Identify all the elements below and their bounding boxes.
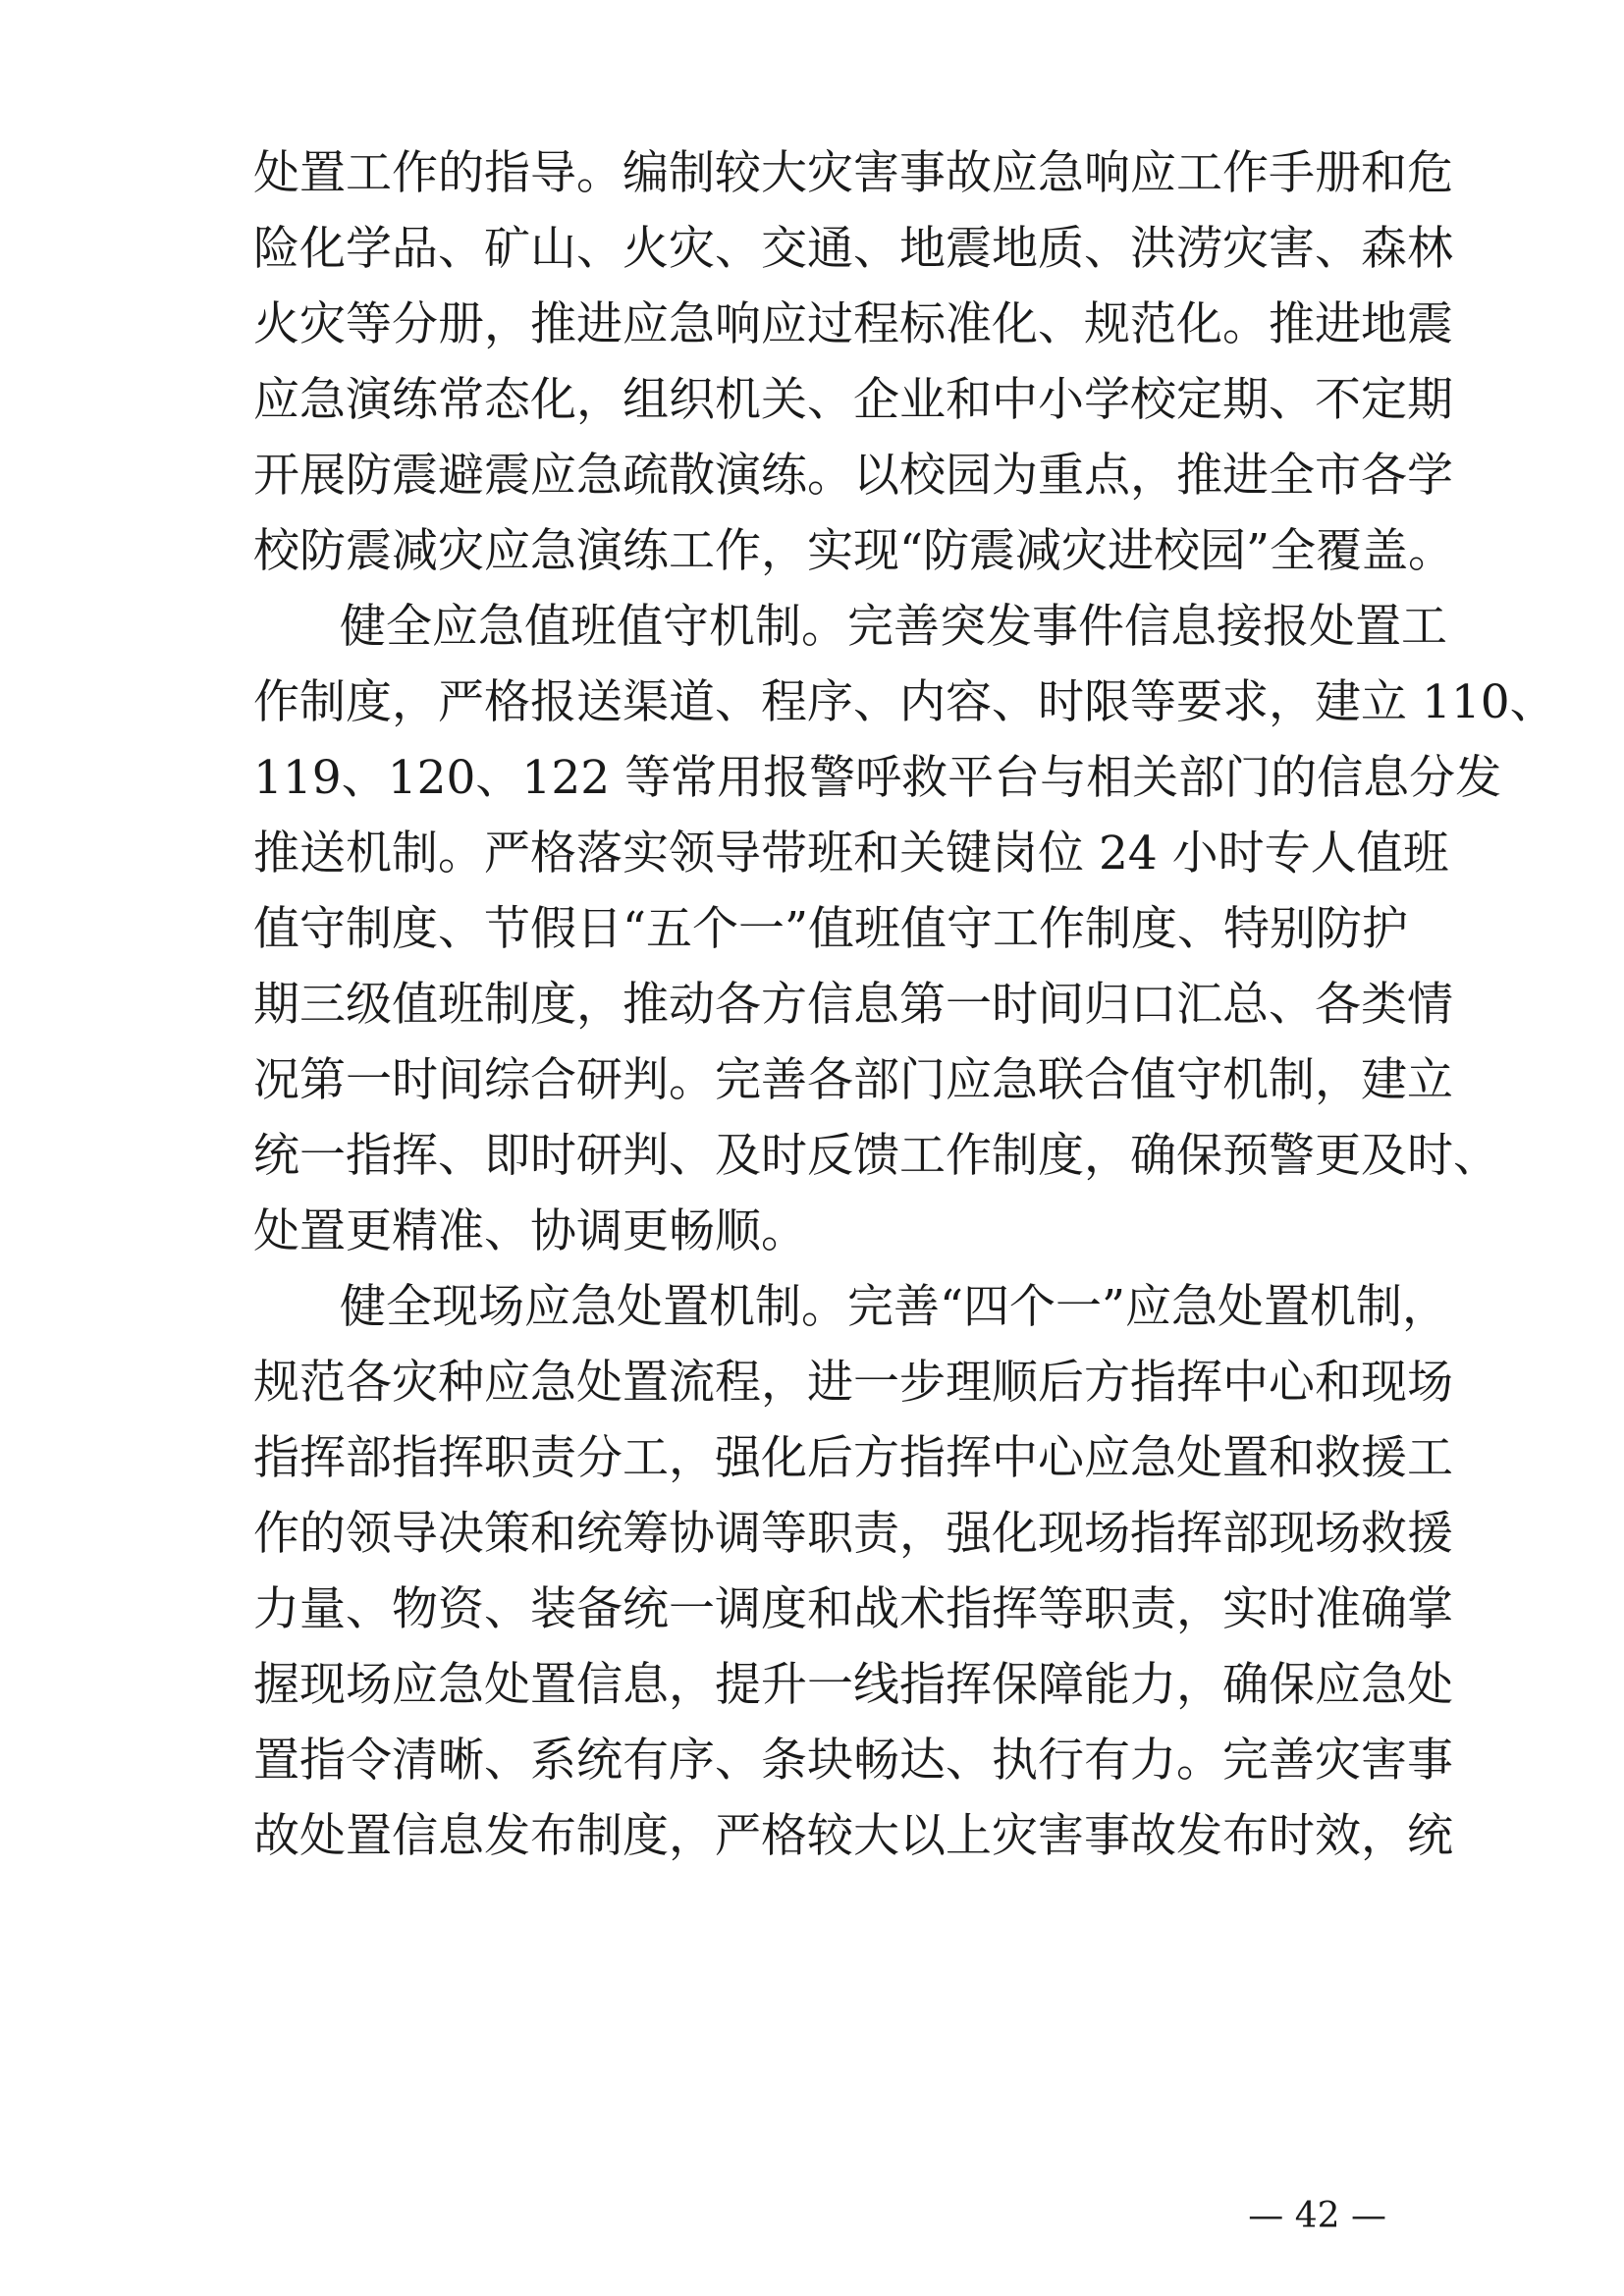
paragraph-1-line-3: 火灾等分册，推进应急响应过程标准化、规范化。推进地震 — [253, 297, 1453, 351]
paragraph-3-line-5: 力量、物资、装备统一调度和战术指挥等职责，实时准确掌 — [253, 1582, 1453, 1636]
paragraph-1-line-4: 应急演练常态化，组织机关、企业和中小学校定期、不定期 — [253, 373, 1453, 427]
paragraph-2-line-6: 期三级值班制度，推动各方信息第一时间归口汇总、各类情 — [253, 978, 1453, 1032]
paragraph-2-line-1: 健全应急值班值守机制。完善突发事件信息接报处置工 — [340, 600, 1447, 654]
paragraph-3-line-7: 置指令清晰、系统有序、条块畅达、执行有力。完善灾害事 — [253, 1734, 1453, 1788]
paragraph-2-line-7: 况第一时间综合研判。完善各部门应急联合值守机制，建立 — [253, 1053, 1453, 1107]
paragraph-3-line-3: 指挥部指挥职责分工，强化后方指挥中心应急处置和救援工 — [253, 1431, 1453, 1485]
paragraph-3-line-6: 握现场应急处置信息，提升一线指挥保障能力，确保应急处 — [253, 1658, 1453, 1712]
paragraph-2-line-5: 值守制度、节假日“五个一”值班值守工作制度、特别防护 — [253, 902, 1409, 956]
paragraph-3-line-8: 故处置信息发布制度，严格较大以上灾害事故发布时效，统 — [253, 1809, 1453, 1863]
paragraph-2-line-2: 作制度，严格报送渠道、程序、内容、时限等要求，建立 110、 — [253, 675, 1556, 729]
paragraph-2-line-4: 推送机制。严格落实领导带班和关键岗位 24 小时专人值班 — [253, 827, 1449, 881]
paragraph-2-line-8: 统一指挥、即时研判、及时反馈工作制度，确保预警更及时、 — [253, 1129, 1499, 1183]
page-number: — 42 — — [1248, 2196, 1386, 2236]
paragraph-2-line-3: 119、120、122 等常用报警呼救平台与相关部门的信息分发 — [253, 751, 1502, 805]
paragraph-2-line-9: 处置更精准、协调更畅顺。 — [253, 1204, 807, 1258]
paragraph-3-line-1: 健全现场应急处置机制。完善“四个一”应急处置机制， — [340, 1280, 1449, 1334]
paragraph-1-line-2: 险化学品、矿山、火灾、交通、地震地质、洪涝灾害、森林 — [253, 222, 1453, 276]
paragraph-1-line-6: 校防震减灾应急演练工作，实现“防震减灾进校园”全覆盖。 — [253, 524, 1455, 578]
paragraph-1-line-5: 开展防震避震应急疏散演练。以校园为重点，推进全市各学 — [253, 449, 1453, 503]
paragraph-1-line-1: 处置工作的指导。编制较大灾害事故应急响应工作手册和危 — [253, 146, 1453, 200]
paragraph-3-line-4: 作的领导决策和统筹协调等职责，强化现场指挥部现场救援 — [253, 1507, 1453, 1561]
paragraph-3-line-2: 规范各灾种应急处置流程，进一步理顺后方指挥中心和现场 — [253, 1356, 1453, 1410]
